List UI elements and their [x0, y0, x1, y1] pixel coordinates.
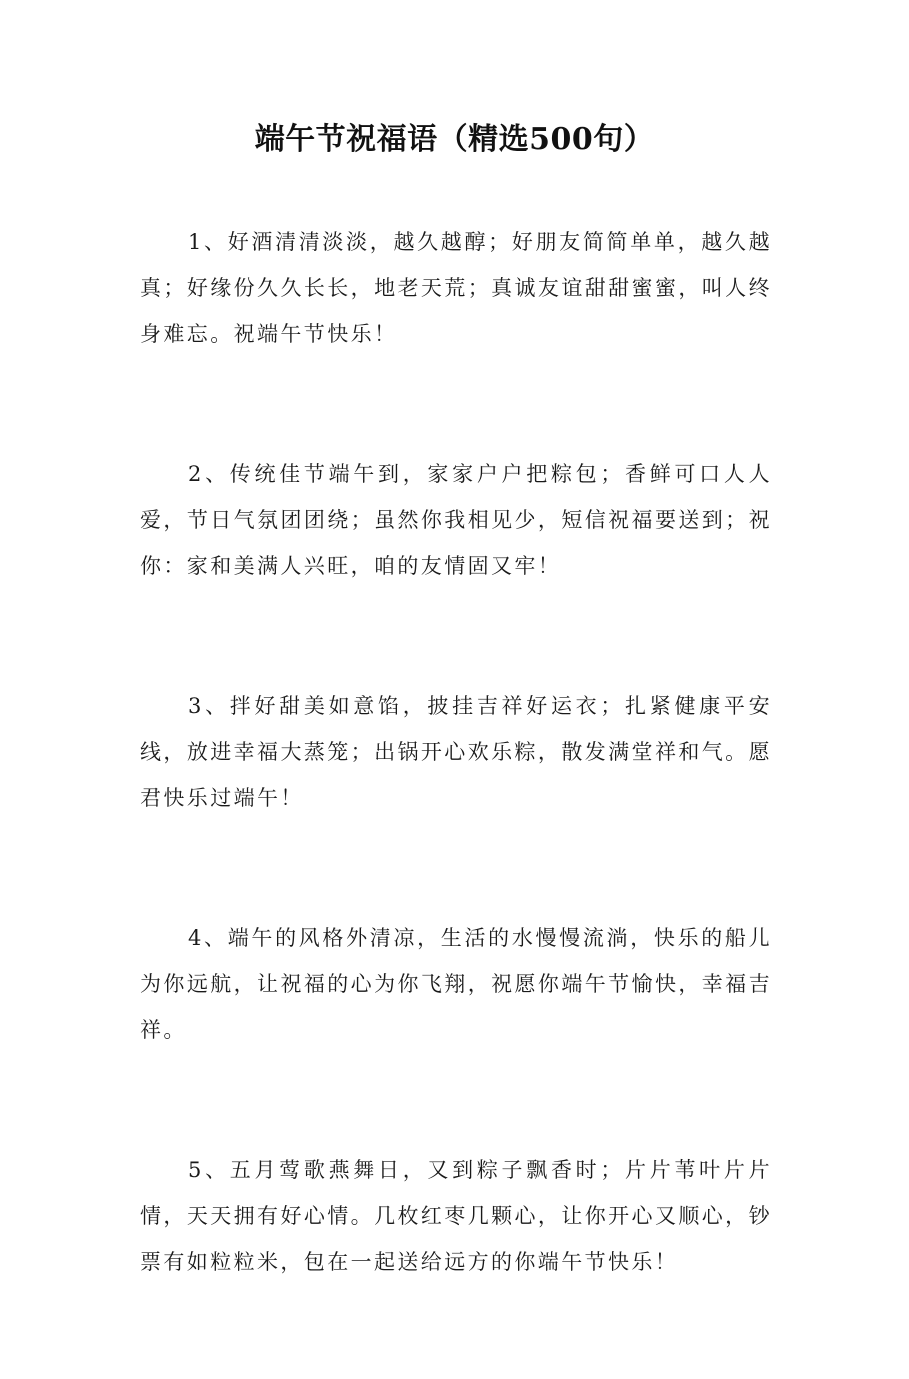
document-title: 端午节祝福语（精选500句）: [254, 122, 655, 157]
paragraph-3: 3、拌好甜美如意馅，披挂吉祥好运衣；扎紧健康平安线，放进幸福大蒸笼；出锅开心欢乐粽，散发满堂祥和气。愿君快乐过端午！: [140, 694, 772, 810]
paragraph-4: 4、端午的风格外清凉，生活的水慢慢流淌，快乐的船儿为你远航，让祝福的心为你飞翔，祝愿你端午节愉快，幸福吉祥。: [140, 926, 772, 1042]
paragraph-5: 5、五月莺歌燕舞日，又到粽子飘香时；片片苇叶片片情，天天拥有好心情。几枚红枣几颗心，让你开心又顺心，钞票有如粒粒米，包在一起送给远方的你端午节快乐！: [140, 1158, 772, 1274]
paragraph-2: 2、传统佳节端午到，家家户户把粽包；香鲜可口人人爱，节日气氛团团绕；虽然你我相见少，短信祝福要送到；祝你：家和美满人兴旺，咱的友情固又牢！: [140, 462, 772, 578]
document-body: [140, 219, 772, 1379]
paragraph-1: 1、好酒清清淡淡，越久越醇；好朋友简简单单，越久越真；好缘份久久长长，地老天荒；真诚友谊甜甜蜜蜜，叫人终身难忘。祝端午节快乐！: [140, 230, 772, 346]
